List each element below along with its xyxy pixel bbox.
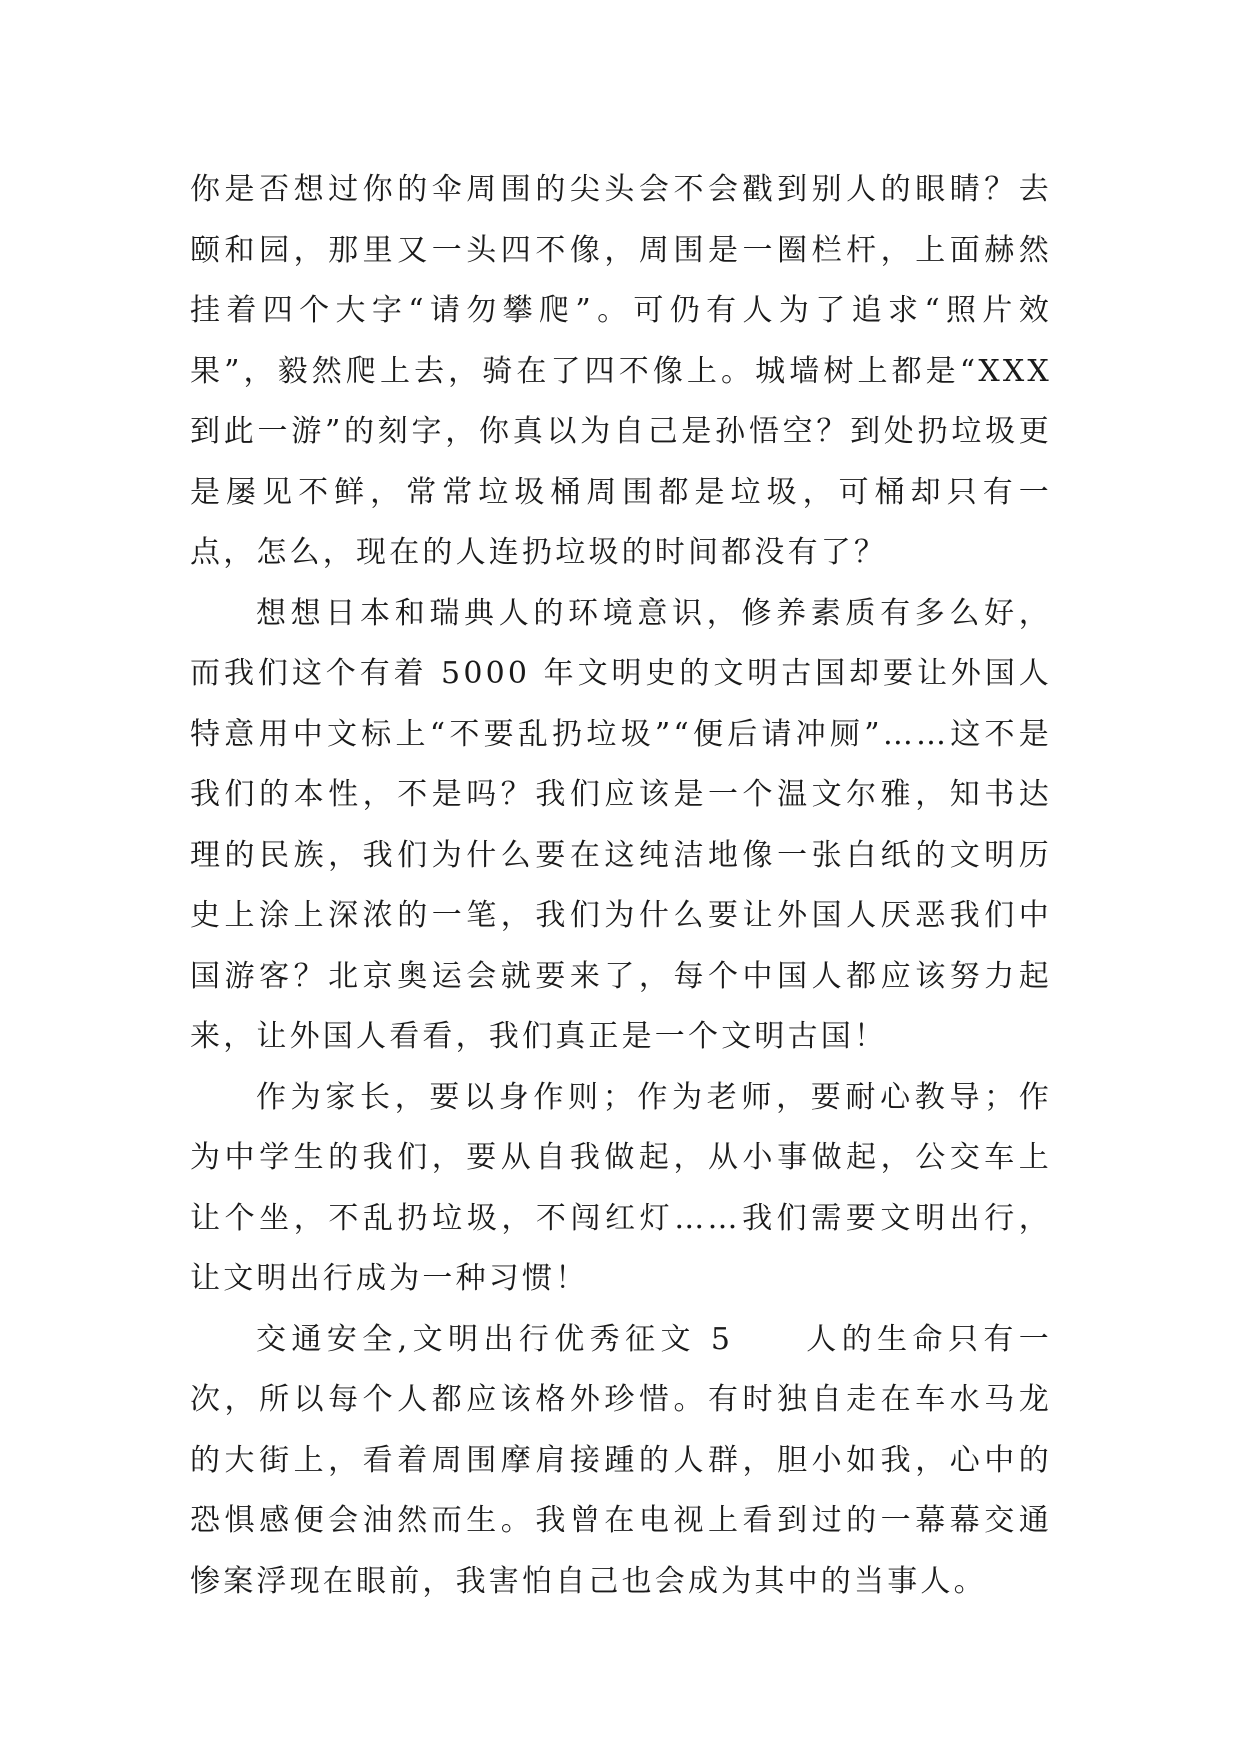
paragraph-3: 作为家长，要以身作则；作为老师，要耐心教导；作为中学生的我们，要从自我做起，从小事做起，公交车上让个坐，不乱扔垃圾，不闯红灯……我们需要文明出行，让文明出行成为一种习惯！	[190, 1079, 1052, 1296]
paragraph-1: 你是否想过你的伞周围的尖头会不会戳到别人的眼睛？去颐和园，那里又一头四不像，周围是一圈栏杆，上面赫然挂着四个大字“请勿攀爬”。可仍有人为了追求“照片效果”，毅然爬上去，骑在了四不像上。城墙树上都是“XXX 到此一游”的刻字，你真以为自己是孙悟空？到处扔垃圾更是屡见不鲜，常常垃圾桶周围都是垃圾，可桶却只有一点，怎么，现在的人连扔垃圾的时间都没有了？	[190, 172, 1052, 570]
paragraph-4: 交通安全,文明出行优秀征文 5 人的生命只有一次，所以每个人都应该格外珍惜。有时独自走在车水马龙的大街上，看着周围摩肩接踵的人群，胆小如我，心中的恐惧感便会油然而生。我曾在电视上看到过的一幕幕交通惨案浮现在眼前，我害怕自己也会成为其中的当事人。	[190, 1321, 1052, 1599]
document-body	[190, 160, 1052, 1612]
paragraph-2: 想想日本和瑞典人的环境意识，修养素质有多么好，而我们这个有着 5000 年文明史的文明古国却要让外国人特意用中文标上“不要乱扔垃圾”“便后请冲厕”……这不是我们的本性，不是吗？我们应该是一个温文尔雅，知书达理的民族，我们为什么要在这纯洁地像一张白纸的文明历史上涂上深浓的一笔，我们为什么要让外国人厌恶我们中国游客？北京奥运会就要来了，每个中国人都应该努力起来，让外国人看看，我们真正是一个文明古国！	[190, 595, 1052, 1054]
